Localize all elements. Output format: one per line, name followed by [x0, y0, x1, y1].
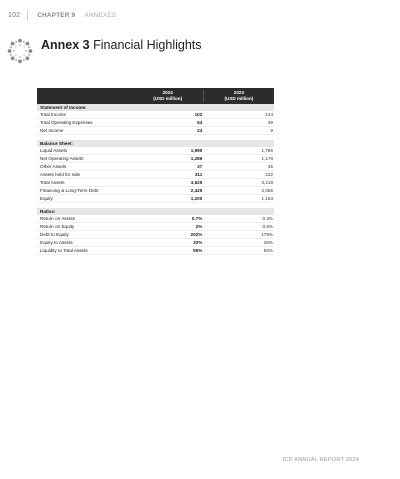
table-row: Total Assets 3,625 3,218: [37, 179, 274, 187]
section-heading-balance-sheet: Balance Sheet:: [37, 140, 274, 147]
table-row: Net Income 24 9: [37, 127, 274, 135]
table-row: Liquidity to Total Assets 55% 55%: [37, 247, 274, 255]
chapter-label: CHAPTER 9: [37, 12, 76, 19]
table-header: [37, 88, 274, 104]
page-header: [8, 11, 116, 20]
financial-highlights-table: [37, 88, 274, 255]
table-row: Return on Assets 0.7% 0.3%: [37, 215, 274, 223]
table-row: Equity 1,200 1,153: [37, 195, 274, 203]
table-row: Return on Equity 2% 0.8%: [37, 223, 274, 231]
title-prefix: Annex 3: [41, 38, 90, 52]
table-row: Assets held for sale 311 232: [37, 171, 274, 179]
header-divider: [27, 11, 28, 20]
table-row: Other Assets 37 45: [37, 163, 274, 171]
table-row: Equity to Assets 33% 36%: [37, 239, 274, 247]
column-header-2024: 2024 (USD million): [153, 90, 183, 101]
section-label: ANNEXES: [84, 12, 117, 19]
decorative-dot-ring-icon: [7, 38, 33, 64]
column-header-2023: 2023 (USD million): [203, 90, 274, 102]
table-row: Total Operating Expenses 54 49: [37, 119, 274, 127]
page-number: 102: [8, 12, 21, 19]
table-row: Liquid Assets 1,990 1,766: [37, 147, 274, 155]
section-heading-ratios: Ratios:: [37, 208, 274, 215]
table-row: Debt to Equity 202% 179%: [37, 231, 274, 239]
page-title: [41, 38, 202, 52]
table-row: Net Operating Assets 1,286 1,176: [37, 155, 274, 163]
section-heading-income: Statement of Income:: [37, 104, 274, 111]
title-text: Financial Highlights: [93, 38, 202, 52]
page-footer: ICD ANNUAL REPORT 2024: [282, 457, 359, 463]
table-row: Total Income 102 144: [37, 111, 274, 119]
table-row: Financing & Long-Term Debt 2,425 2,065: [37, 187, 274, 195]
